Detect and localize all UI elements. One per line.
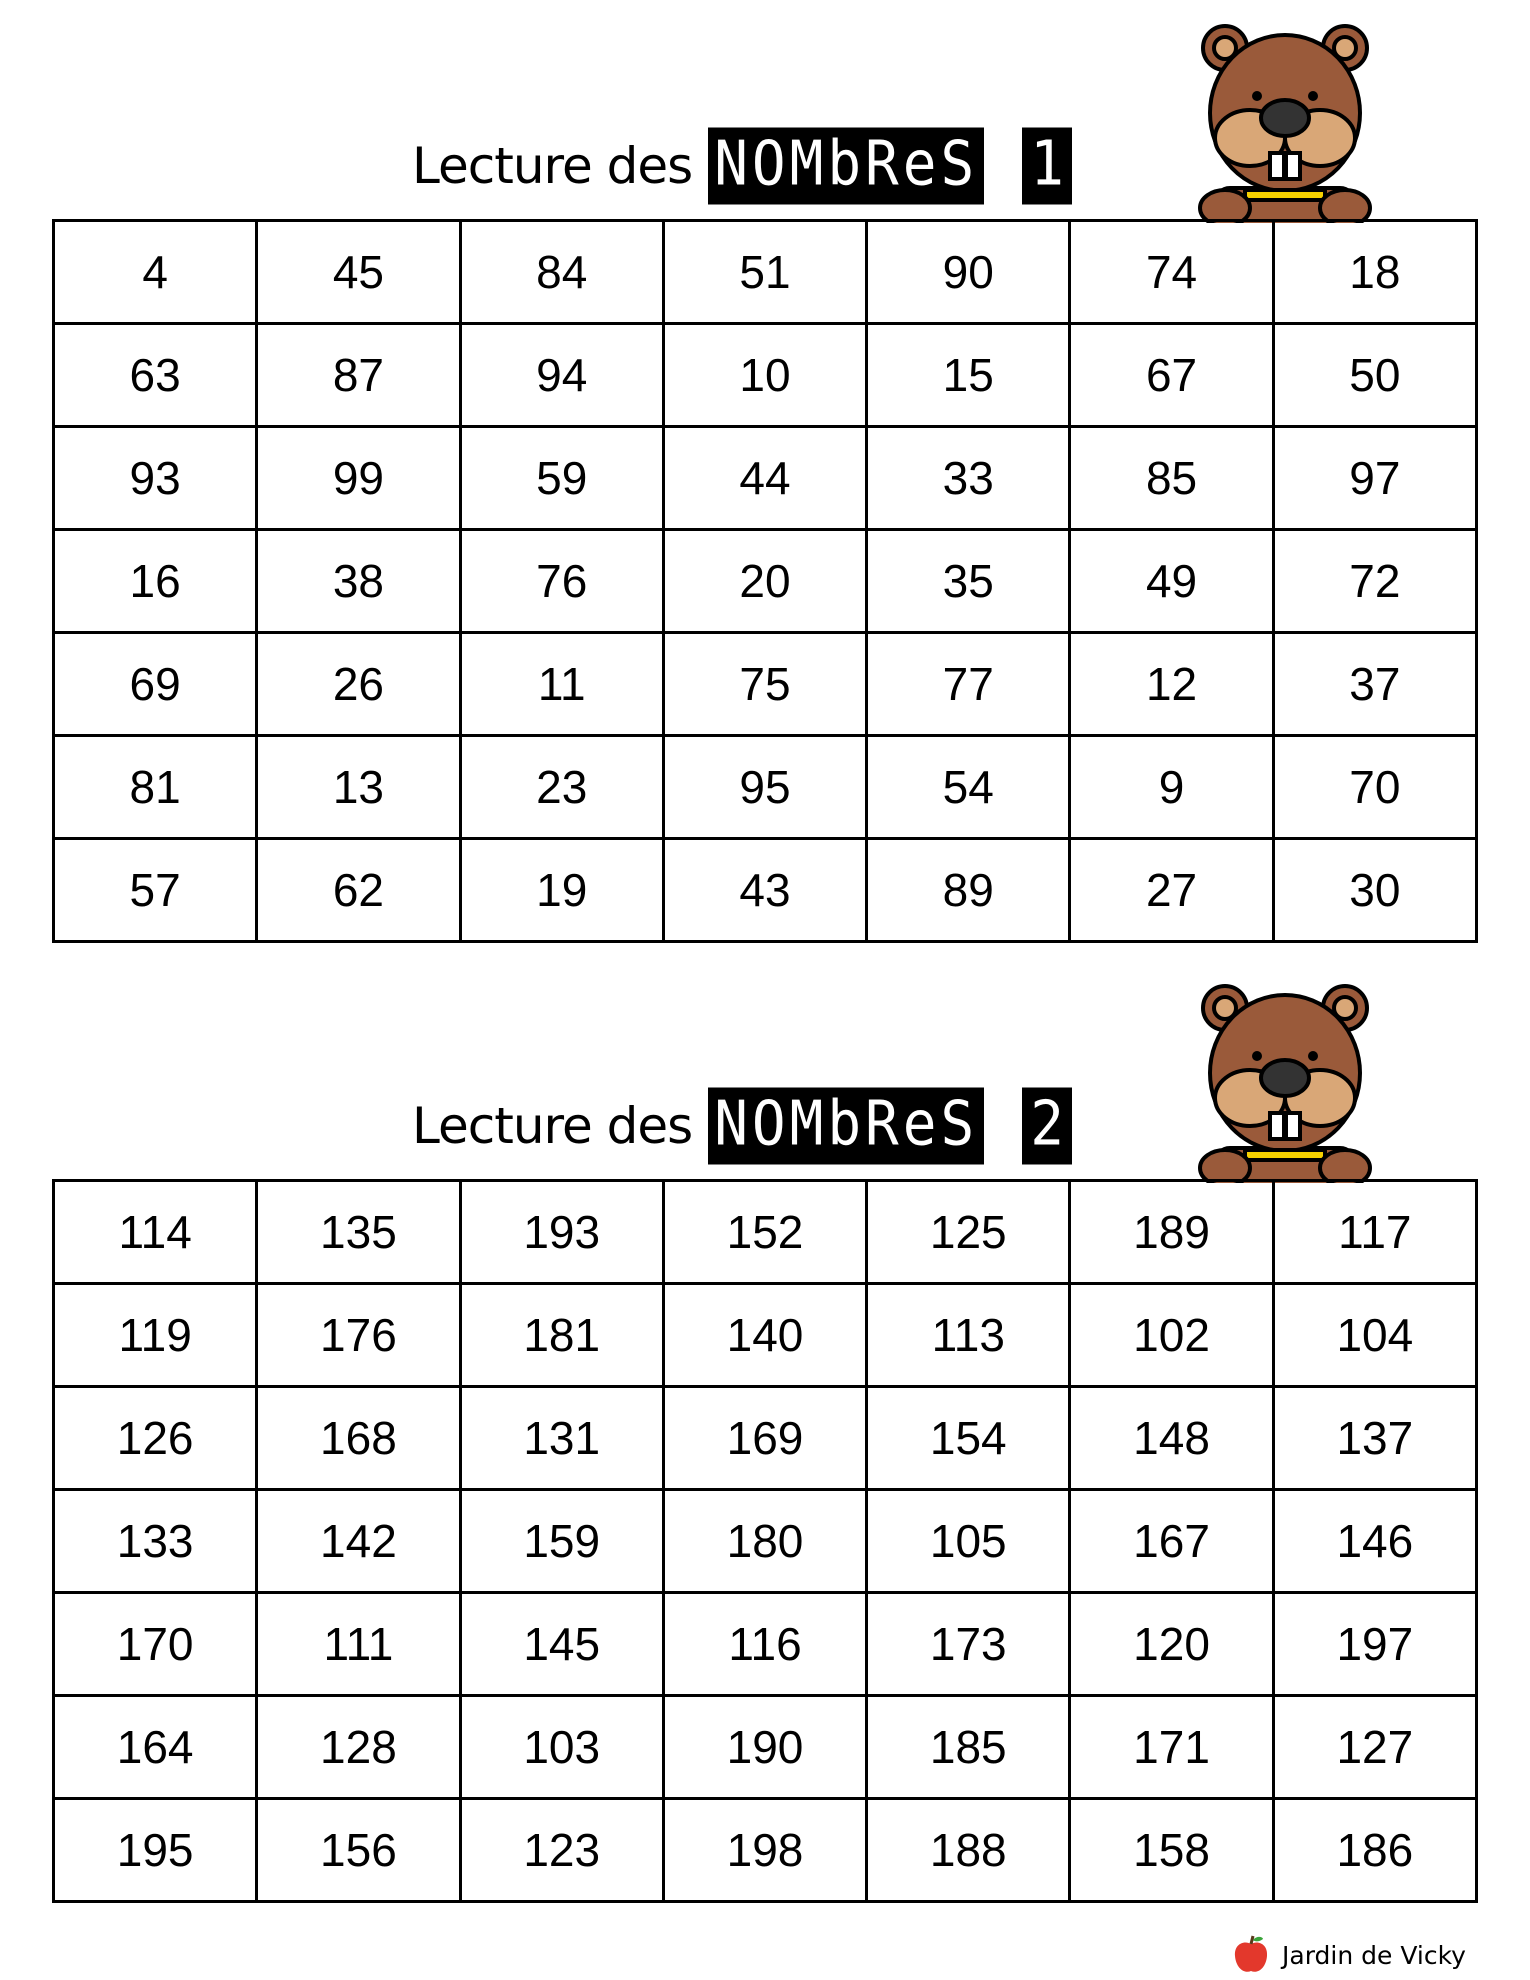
section-title [412,125,1072,207]
number-cell: 50 [1273,324,1476,427]
number-cell: 193 [460,1181,663,1284]
number-cell: 20 [663,530,866,633]
number-cell: 103 [460,1696,663,1799]
number-cell: 146 [1273,1490,1476,1593]
number-cell: 123 [460,1799,663,1902]
number-cell: 90 [867,221,1070,324]
number-cell: 84 [460,221,663,324]
number-cell: 4 [54,221,257,324]
title-badge: NOMbReS [708,1088,984,1165]
number-cell: 76 [460,530,663,633]
number-cell: 27 [1070,839,1273,942]
number-cell: 33 [867,427,1070,530]
table-row [54,633,1477,736]
table-row [54,1696,1477,1799]
number-cell: 113 [867,1284,1070,1387]
number-cell: 62 [257,839,460,942]
number-cell: 72 [1273,530,1476,633]
number-cell: 120 [1070,1593,1273,1696]
footer-credit [1230,1935,1466,1975]
number-cell: 127 [1273,1696,1476,1799]
number-cell: 158 [1070,1799,1273,1902]
number-cell: 69 [54,633,257,736]
number-cell: 140 [663,1284,866,1387]
apple-icon [1230,1934,1272,1976]
number-cell: 181 [460,1284,663,1387]
number-cell: 23 [460,736,663,839]
table-row [54,324,1477,427]
number-cell: 45 [257,221,460,324]
table-row [54,1181,1477,1284]
number-cell: 145 [460,1593,663,1696]
number-cell: 15 [867,324,1070,427]
table-row [54,1593,1477,1696]
beaver-icon [1185,978,1385,1183]
number-cell: 117 [1273,1181,1476,1284]
number-cell: 185 [867,1696,1070,1799]
number-cell: 119 [54,1284,257,1387]
number-cell: 74 [1070,221,1273,324]
number-cell: 81 [54,736,257,839]
number-cell: 51 [663,221,866,324]
number-cell: 63 [54,324,257,427]
footer-label: Jardin de Vicky [1282,1940,1466,1970]
number-cell: 190 [663,1696,866,1799]
number-cell: 77 [867,633,1070,736]
number-cell: 97 [1273,427,1476,530]
number-cell: 93 [54,427,257,530]
number-cell: 37 [1273,633,1476,736]
number-cell: 35 [867,530,1070,633]
number-cell: 75 [663,633,866,736]
number-cell: 159 [460,1490,663,1593]
number-cell: 99 [257,427,460,530]
number-cell: 85 [1070,427,1273,530]
number-cell: 180 [663,1490,866,1593]
number-cell: 89 [867,839,1070,942]
number-cell: 16 [54,530,257,633]
number-cell: 195 [54,1799,257,1902]
number-cell: 189 [1070,1181,1273,1284]
table-row [54,1799,1477,1902]
number-cell: 19 [460,839,663,942]
number-cell: 171 [1070,1696,1273,1799]
beaver-icon [1185,18,1385,223]
number-cell: 114 [54,1181,257,1284]
number-cell: 9 [1070,736,1273,839]
number-cell: 11 [460,633,663,736]
number-cell: 142 [257,1490,460,1593]
number-cell: 168 [257,1387,460,1490]
number-cell: 197 [1273,1593,1476,1696]
number-cell: 70 [1273,736,1476,839]
number-cell: 164 [54,1696,257,1799]
number-cell: 128 [257,1696,460,1799]
number-cell: 43 [663,839,866,942]
number-cell: 59 [460,427,663,530]
number-cell: 111 [257,1593,460,1696]
title-number: 1 [1022,128,1072,205]
number-cell: 105 [867,1490,1070,1593]
table-row [54,1387,1477,1490]
table-row [54,530,1477,633]
number-cell: 38 [257,530,460,633]
number-cell: 54 [867,736,1070,839]
number-cell: 125 [867,1181,1070,1284]
number-cell: 44 [663,427,866,530]
number-cell: 10 [663,324,866,427]
section-title [412,1085,1072,1167]
number-cell: 104 [1273,1284,1476,1387]
table-row [54,427,1477,530]
title-number: 2 [1022,1088,1072,1165]
table-row [54,1490,1477,1593]
number-cell: 26 [257,633,460,736]
title-badge: NOMbReS [708,128,984,205]
table-row [54,839,1477,942]
number-cell: 116 [663,1593,866,1696]
number-cell: 137 [1273,1387,1476,1490]
table-row [54,221,1477,324]
number-cell: 102 [1070,1284,1273,1387]
table-row [54,1284,1477,1387]
number-cell: 30 [1273,839,1476,942]
number-cell: 170 [54,1593,257,1696]
number-cell: 154 [867,1387,1070,1490]
number-cell: 135 [257,1181,460,1284]
number-cell: 67 [1070,324,1273,427]
number-cell: 126 [54,1387,257,1490]
number-cell: 49 [1070,530,1273,633]
number-cell: 87 [257,324,460,427]
number-cell: 12 [1070,633,1273,736]
number-cell: 13 [257,736,460,839]
number-cell: 94 [460,324,663,427]
number-cell: 167 [1070,1490,1273,1593]
numbers-grid [52,1179,1478,1903]
number-cell: 152 [663,1181,866,1284]
number-cell: 188 [867,1799,1070,1902]
numbers-grid [52,219,1478,943]
table-row [54,736,1477,839]
number-cell: 198 [663,1799,866,1902]
number-cell: 95 [663,736,866,839]
number-cell: 186 [1273,1799,1476,1902]
number-cell: 133 [54,1490,257,1593]
number-cell: 169 [663,1387,866,1490]
number-cell: 173 [867,1593,1070,1696]
number-cell: 57 [54,839,257,942]
number-cell: 148 [1070,1387,1273,1490]
title-prefix: Lecture des [412,1097,693,1155]
number-cell: 156 [257,1799,460,1902]
title-prefix: Lecture des [412,137,693,195]
number-cell: 18 [1273,221,1476,324]
number-cell: 131 [460,1387,663,1490]
number-cell: 176 [257,1284,460,1387]
